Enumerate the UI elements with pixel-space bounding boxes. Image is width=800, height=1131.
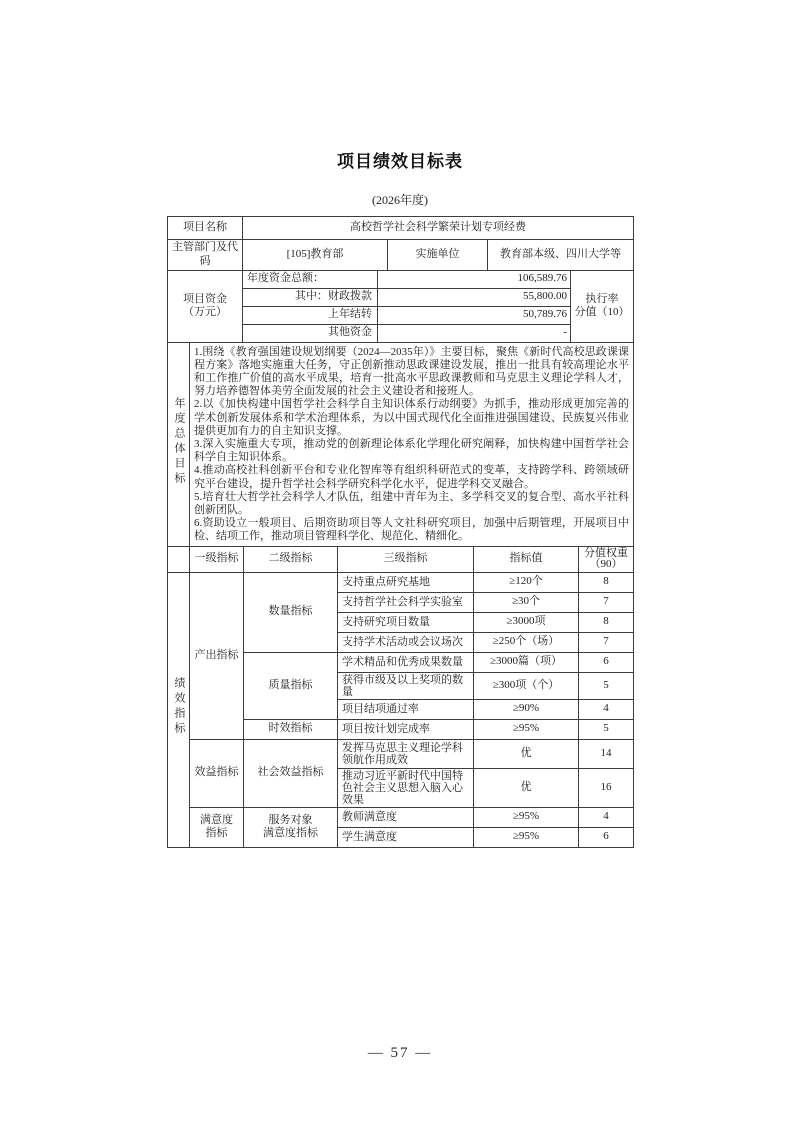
indicator-name: 学生满意度 bbox=[338, 827, 474, 847]
funding-label-line2: （万元） bbox=[183, 306, 227, 318]
goal-item: 3.深入实施重大专项，推动党的创新理论体系化学理化研究阐释，加快构建中国哲学社会科学自主知识体系。 bbox=[194, 437, 629, 464]
performance-indicators-side-cell bbox=[168, 572, 190, 847]
indicator-name: 项目按计划完成率 bbox=[338, 719, 474, 739]
annual-goals-label: 年度总体目标 bbox=[173, 396, 185, 487]
annual-goals-table bbox=[167, 342, 634, 547]
indicator-score: 14 bbox=[579, 739, 634, 768]
funding-item-value: 106,589.76 bbox=[378, 270, 571, 288]
funding-label-line1: 项目资金 bbox=[183, 293, 227, 305]
goal-item: 5.培育壮大哲学社会科学人才队伍，组建中青年为主、多学科交叉的复合型、高水平社科创新团队。 bbox=[194, 490, 629, 516]
header-level1: 一级指标 bbox=[190, 546, 244, 572]
indicator-name: 支持研究项目数量 bbox=[338, 612, 474, 632]
header-weight bbox=[579, 546, 634, 572]
level2-quality-cell: 质量指标 bbox=[244, 652, 338, 719]
funding-label-cell bbox=[168, 270, 243, 342]
indicator-value: ≥95% bbox=[474, 719, 579, 739]
indicator-value: ≥30个 bbox=[474, 592, 579, 612]
level1-satisfaction-line2: 指标 bbox=[205, 827, 228, 840]
funding-item-value: 50,789.76 bbox=[378, 306, 571, 324]
department-label: 主管部门及代码 bbox=[168, 240, 243, 271]
header-value: 指标值 bbox=[474, 546, 579, 572]
funding-table bbox=[167, 270, 634, 343]
header-weight-line1: 分值权重 bbox=[584, 546, 628, 559]
performance-target-table bbox=[167, 216, 633, 848]
level2-service-satisfaction-cell bbox=[244, 807, 338, 847]
level1-benefit-cell: 效益指标 bbox=[190, 739, 244, 807]
department-value: [105]教育部 bbox=[243, 240, 388, 271]
indicators-header-row bbox=[168, 546, 634, 572]
level2-service-line2: 满意度指标 bbox=[263, 827, 318, 840]
indicator-value: ≥3000篇（项） bbox=[474, 652, 579, 672]
level1-output-cell: 产出指标 bbox=[190, 572, 244, 739]
project-name-value: 高校哲学社会科学繁荣计划专项经费 bbox=[243, 217, 634, 240]
performance-indicators-side-label: 绩效指标 bbox=[173, 677, 185, 738]
level1-satisfaction-line1: 满意度 bbox=[200, 814, 233, 827]
project-name-label: 项目名称 bbox=[168, 217, 243, 240]
document-subtitle: (2026年度) bbox=[372, 193, 428, 207]
indicator-name: 支持学术活动或会议场次 bbox=[338, 632, 474, 652]
indicator-value: ≥95% bbox=[474, 827, 579, 847]
indicator-score: 6 bbox=[579, 827, 634, 847]
annual-goals-text-cell bbox=[190, 342, 634, 546]
header-weight-line2: （90） bbox=[589, 558, 623, 571]
funding-item-label: 上年结转 bbox=[243, 306, 378, 324]
implementing-unit-label: 实施单位 bbox=[388, 240, 488, 271]
header-level3: 三级指标 bbox=[338, 546, 474, 572]
execution-rate-line1: 执行率 bbox=[585, 293, 619, 305]
indicator-name: 发挥马克思主义理论学科领航作用成效 bbox=[338, 739, 474, 768]
indicator-value: 优 bbox=[474, 739, 579, 768]
indicator-value: ≥250个（场） bbox=[474, 632, 579, 652]
indicator-score: 8 bbox=[579, 572, 634, 592]
funding-row bbox=[168, 270, 634, 288]
indicators-corner-cell bbox=[168, 546, 190, 572]
indicator-value: ≥3000项 bbox=[474, 612, 579, 632]
annual-goals-row bbox=[168, 342, 634, 546]
funding-item-value: - bbox=[378, 324, 571, 342]
execution-rate-line2: 分值（10） bbox=[574, 306, 630, 318]
document-title: 项目绩效目标表 bbox=[337, 152, 463, 171]
level2-social-benefit-cell: 社会效益指标 bbox=[244, 739, 338, 807]
level1-satisfaction-cell bbox=[190, 807, 244, 847]
indicator-value: ≥300项（个） bbox=[474, 672, 579, 699]
indicator-score: 7 bbox=[579, 592, 634, 612]
project-name-row bbox=[168, 217, 634, 240]
funding-item-value: 55,800.00 bbox=[378, 288, 571, 306]
project-info-table bbox=[167, 216, 634, 271]
indicator-score: 5 bbox=[579, 719, 634, 739]
indicator-value: ≥120个 bbox=[474, 572, 579, 592]
indicator-row bbox=[168, 807, 634, 827]
indicator-name: 支持哲学社会科学实验室 bbox=[338, 592, 474, 612]
annual-goals-label-cell bbox=[168, 342, 190, 546]
indicator-name: 项目结项通过率 bbox=[338, 699, 474, 719]
level2-timeliness-cell: 时效指标 bbox=[244, 719, 338, 739]
indicator-name: 学术精品和优秀成果数量 bbox=[338, 652, 474, 672]
header-level2: 二级指标 bbox=[244, 546, 338, 572]
page-number: — 57 — bbox=[367, 1045, 433, 1061]
indicator-score: 7 bbox=[579, 632, 634, 652]
indicator-score: 16 bbox=[579, 768, 634, 807]
indicators-table bbox=[167, 546, 634, 848]
indicator-value: ≥95% bbox=[474, 807, 579, 827]
goal-item: 6.资助设立一般项目、后期资助项目等人文社科研究项目，加强中后期管理，开展项目中检、结项工作，推动项目管理科学化、规范化、精细化。 bbox=[194, 517, 629, 543]
indicator-score: 4 bbox=[579, 699, 634, 719]
implementing-unit-value: 教育部本级、四川大学等 bbox=[488, 240, 634, 271]
goal-item: 4.推动高校社科创新平台和专业化智库等有组织科研范式的变革，支持跨学科、跨领域研究平台建设，提升哲学社会科学研究科学化水平，促进学科交叉融合。 bbox=[194, 464, 629, 490]
execution-rate-score-cell bbox=[571, 270, 634, 342]
indicator-score: 8 bbox=[579, 612, 634, 632]
goal-item: 2.以《加快构建中国哲学社会科学自主知识体系行动纲要》为抓手，推动形成更加完善的学术创新发展体系和学术治理体系，为以中国式现代化全面推进强国建设、民族复兴伟业提供更加有力的自主知识支撑。 bbox=[194, 398, 629, 437]
level2-quantity-cell: 数量指标 bbox=[244, 572, 338, 652]
department-row bbox=[168, 240, 634, 271]
funding-item-label: 年度资金总额： bbox=[243, 270, 378, 288]
indicator-value: ≥90% bbox=[474, 699, 579, 719]
level2-service-line1: 服务对象 bbox=[268, 814, 313, 827]
indicator-score: 4 bbox=[579, 807, 634, 827]
indicator-name: 支持重点研究基地 bbox=[338, 572, 474, 592]
indicator-score: 6 bbox=[579, 652, 634, 672]
indicator-name: 教师满意度 bbox=[338, 807, 474, 827]
indicator-name: 推动习近平新时代中国特色社会主义思想入脑入心效果 bbox=[338, 768, 474, 807]
indicator-score: 5 bbox=[579, 672, 634, 699]
funding-item-label: 其他资金 bbox=[243, 324, 378, 342]
indicator-value: 优 bbox=[474, 768, 579, 807]
indicator-name: 获得市级及以上奖项的数量 bbox=[338, 672, 474, 699]
indicator-row bbox=[168, 739, 634, 768]
funding-item-label: 其中：财政拨款 bbox=[243, 288, 378, 306]
indicator-row bbox=[168, 572, 634, 592]
goal-item: 1.围绕《教育强国建设规划纲要（2024—2035年）》主要目标，聚焦《新时代高校思政课课程方案》落地实施重大任务，守正创新推动思政课建设发展，推出一批具有较高理论水平和工作推广价值的高水平成果，培育一批高水平思政课教师和马克思主义理论学科人才，努力培养德智体美劳全面发展的社会主义建设者和接班人。 bbox=[194, 345, 629, 398]
